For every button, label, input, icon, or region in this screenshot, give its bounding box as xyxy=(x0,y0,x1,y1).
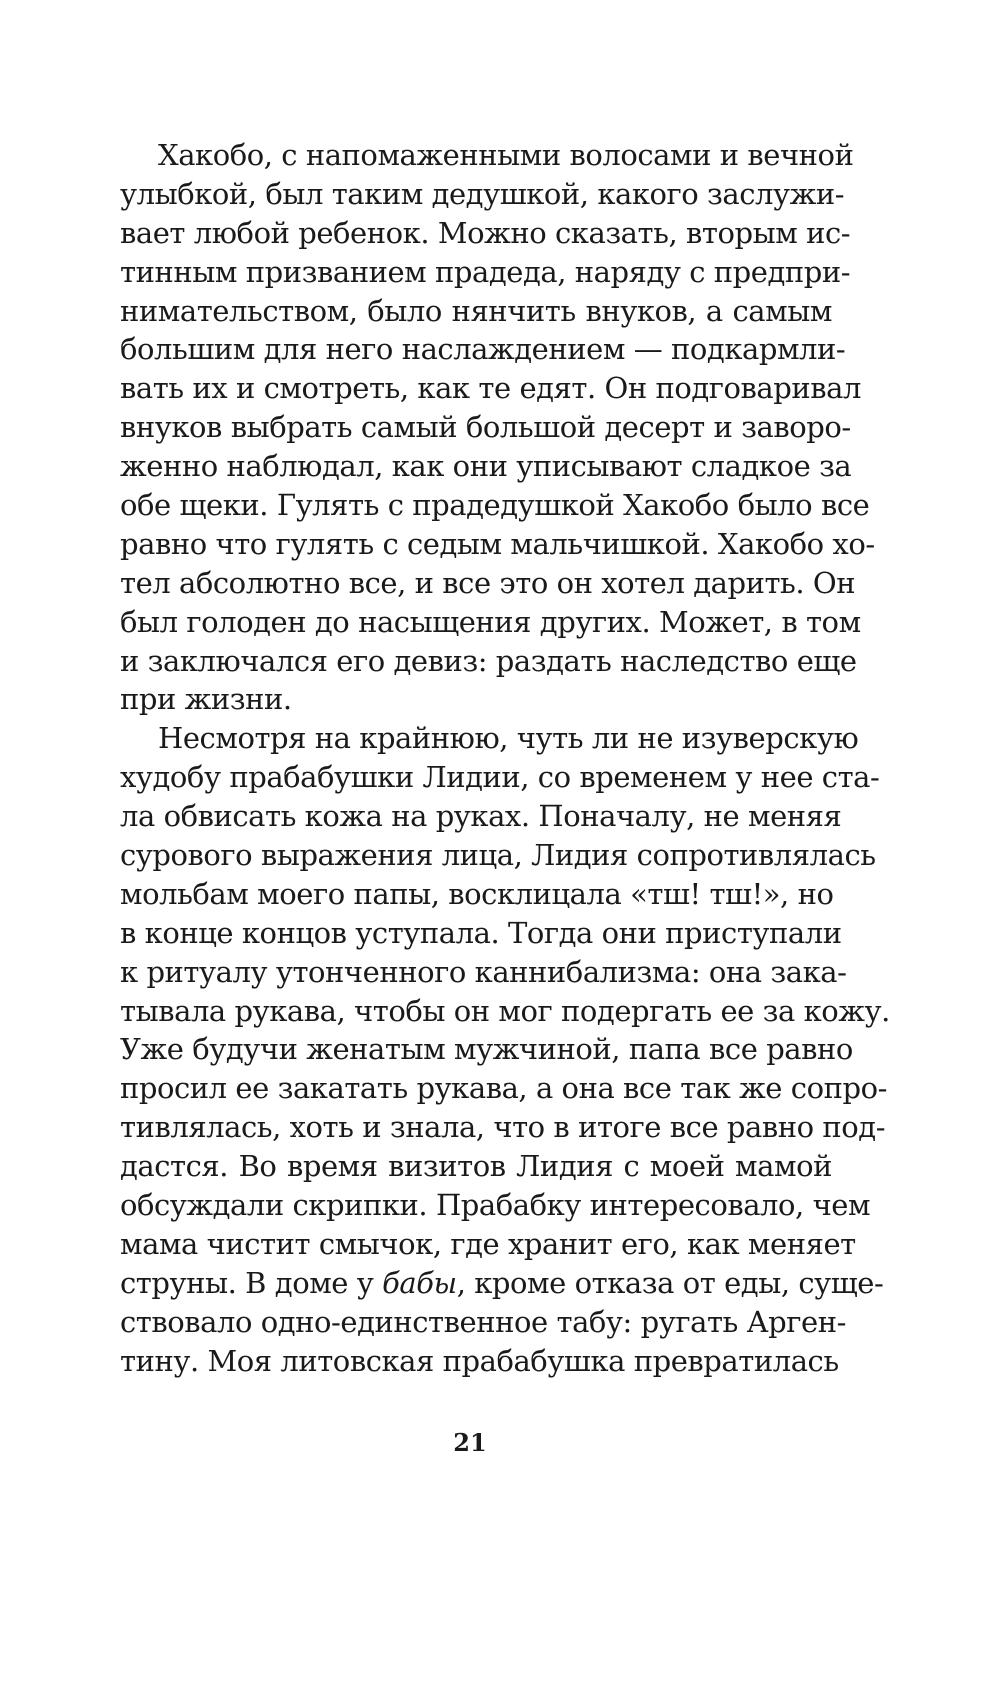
text-line: Хакобо, с напомаженными волосами и вечной xyxy=(158,138,854,172)
text-line: равно что гулять с седым мальчишкой. Хакобо хо- xyxy=(120,526,875,561)
text-line: Несмотря на крайнюю, чуть ли не изуверскую xyxy=(158,721,859,756)
text-line: тину. Моя литовская прабабушка превратилась xyxy=(120,1343,839,1378)
text-line: к ритуалу утонченного каннибализма: она зака- xyxy=(120,954,847,989)
text-line: просил ее закатать рукава, а она все так же сопро- xyxy=(120,1071,887,1106)
text-line: ствовало одно-единственное табу: ругать Арген- xyxy=(120,1304,846,1339)
text-line: был голоден до насыщения других. Может, в том xyxy=(120,604,861,639)
text-line: при жизни. xyxy=(120,682,292,717)
text-line: в конце концов уступала. Тогда они приступали xyxy=(120,915,842,950)
text-line: мама чистит смычок, где хранит его, как меняет xyxy=(120,1226,856,1261)
text-line: ла обвисать кожа на руках. Поначалу, не меняя xyxy=(120,799,842,834)
text-line: сурового выражения лица, Лидия сопротивлялась xyxy=(120,838,876,873)
text-run: , кроме отказа от еды, суще- xyxy=(456,1265,884,1300)
text-line: тел абсолютно все, и все это он хотел дарить. Он xyxy=(120,565,856,600)
text-line: нимательством, было нянчить внуков, а самым xyxy=(120,293,832,328)
body-text xyxy=(120,136,890,1381)
text-line: улыбкой, был таким дедушкой, какого заслужи- xyxy=(120,176,845,211)
text-line: и заключался его девиз: раздать наследство еще xyxy=(120,643,857,678)
text-line: худобу прабабушки Лидии, со временем у нее ста- xyxy=(120,760,880,795)
text-line: большим для него наслаждением — подкармли- xyxy=(120,332,846,367)
text-line: мольбам моего папы, восклицала «тш! тш!», но xyxy=(120,876,834,911)
text-line: обе щеки. Гулять с прадедушкой Хакобо было все xyxy=(120,488,870,523)
text-line: Уже будучи женатым мужчиной, папа все равно xyxy=(120,1032,853,1067)
text-line: обсуждали скрипки. Прабабку интересовало, чем xyxy=(120,1188,871,1223)
text-line: внуков выбрать самый большой десерт и заворо- xyxy=(120,410,851,445)
page-number: 21 xyxy=(453,1428,487,1457)
text-line: тывала рукава, чтобы он мог подергать ее за кожу. xyxy=(120,993,890,1028)
text-line: вает любой ребенок. Можно сказать, вторым ис- xyxy=(120,215,851,250)
text-line: тинным призванием прадеда, наряду с предпри- xyxy=(120,254,851,289)
text-line: дастся. Во время визитов Лидия с моей мамой xyxy=(120,1149,832,1184)
text-run: струны. В доме у xyxy=(120,1265,383,1300)
text-line: тивлялась, хоть и знала, что в итоге все равно под- xyxy=(120,1110,886,1145)
text-line: женно наблюдал, как они уписывают сладкое за xyxy=(120,449,852,484)
italic-word: бабы xyxy=(382,1265,457,1300)
text-line: вать их и смотреть, как те едят. Он подговаривал xyxy=(120,371,861,406)
text-line xyxy=(120,1264,884,1303)
